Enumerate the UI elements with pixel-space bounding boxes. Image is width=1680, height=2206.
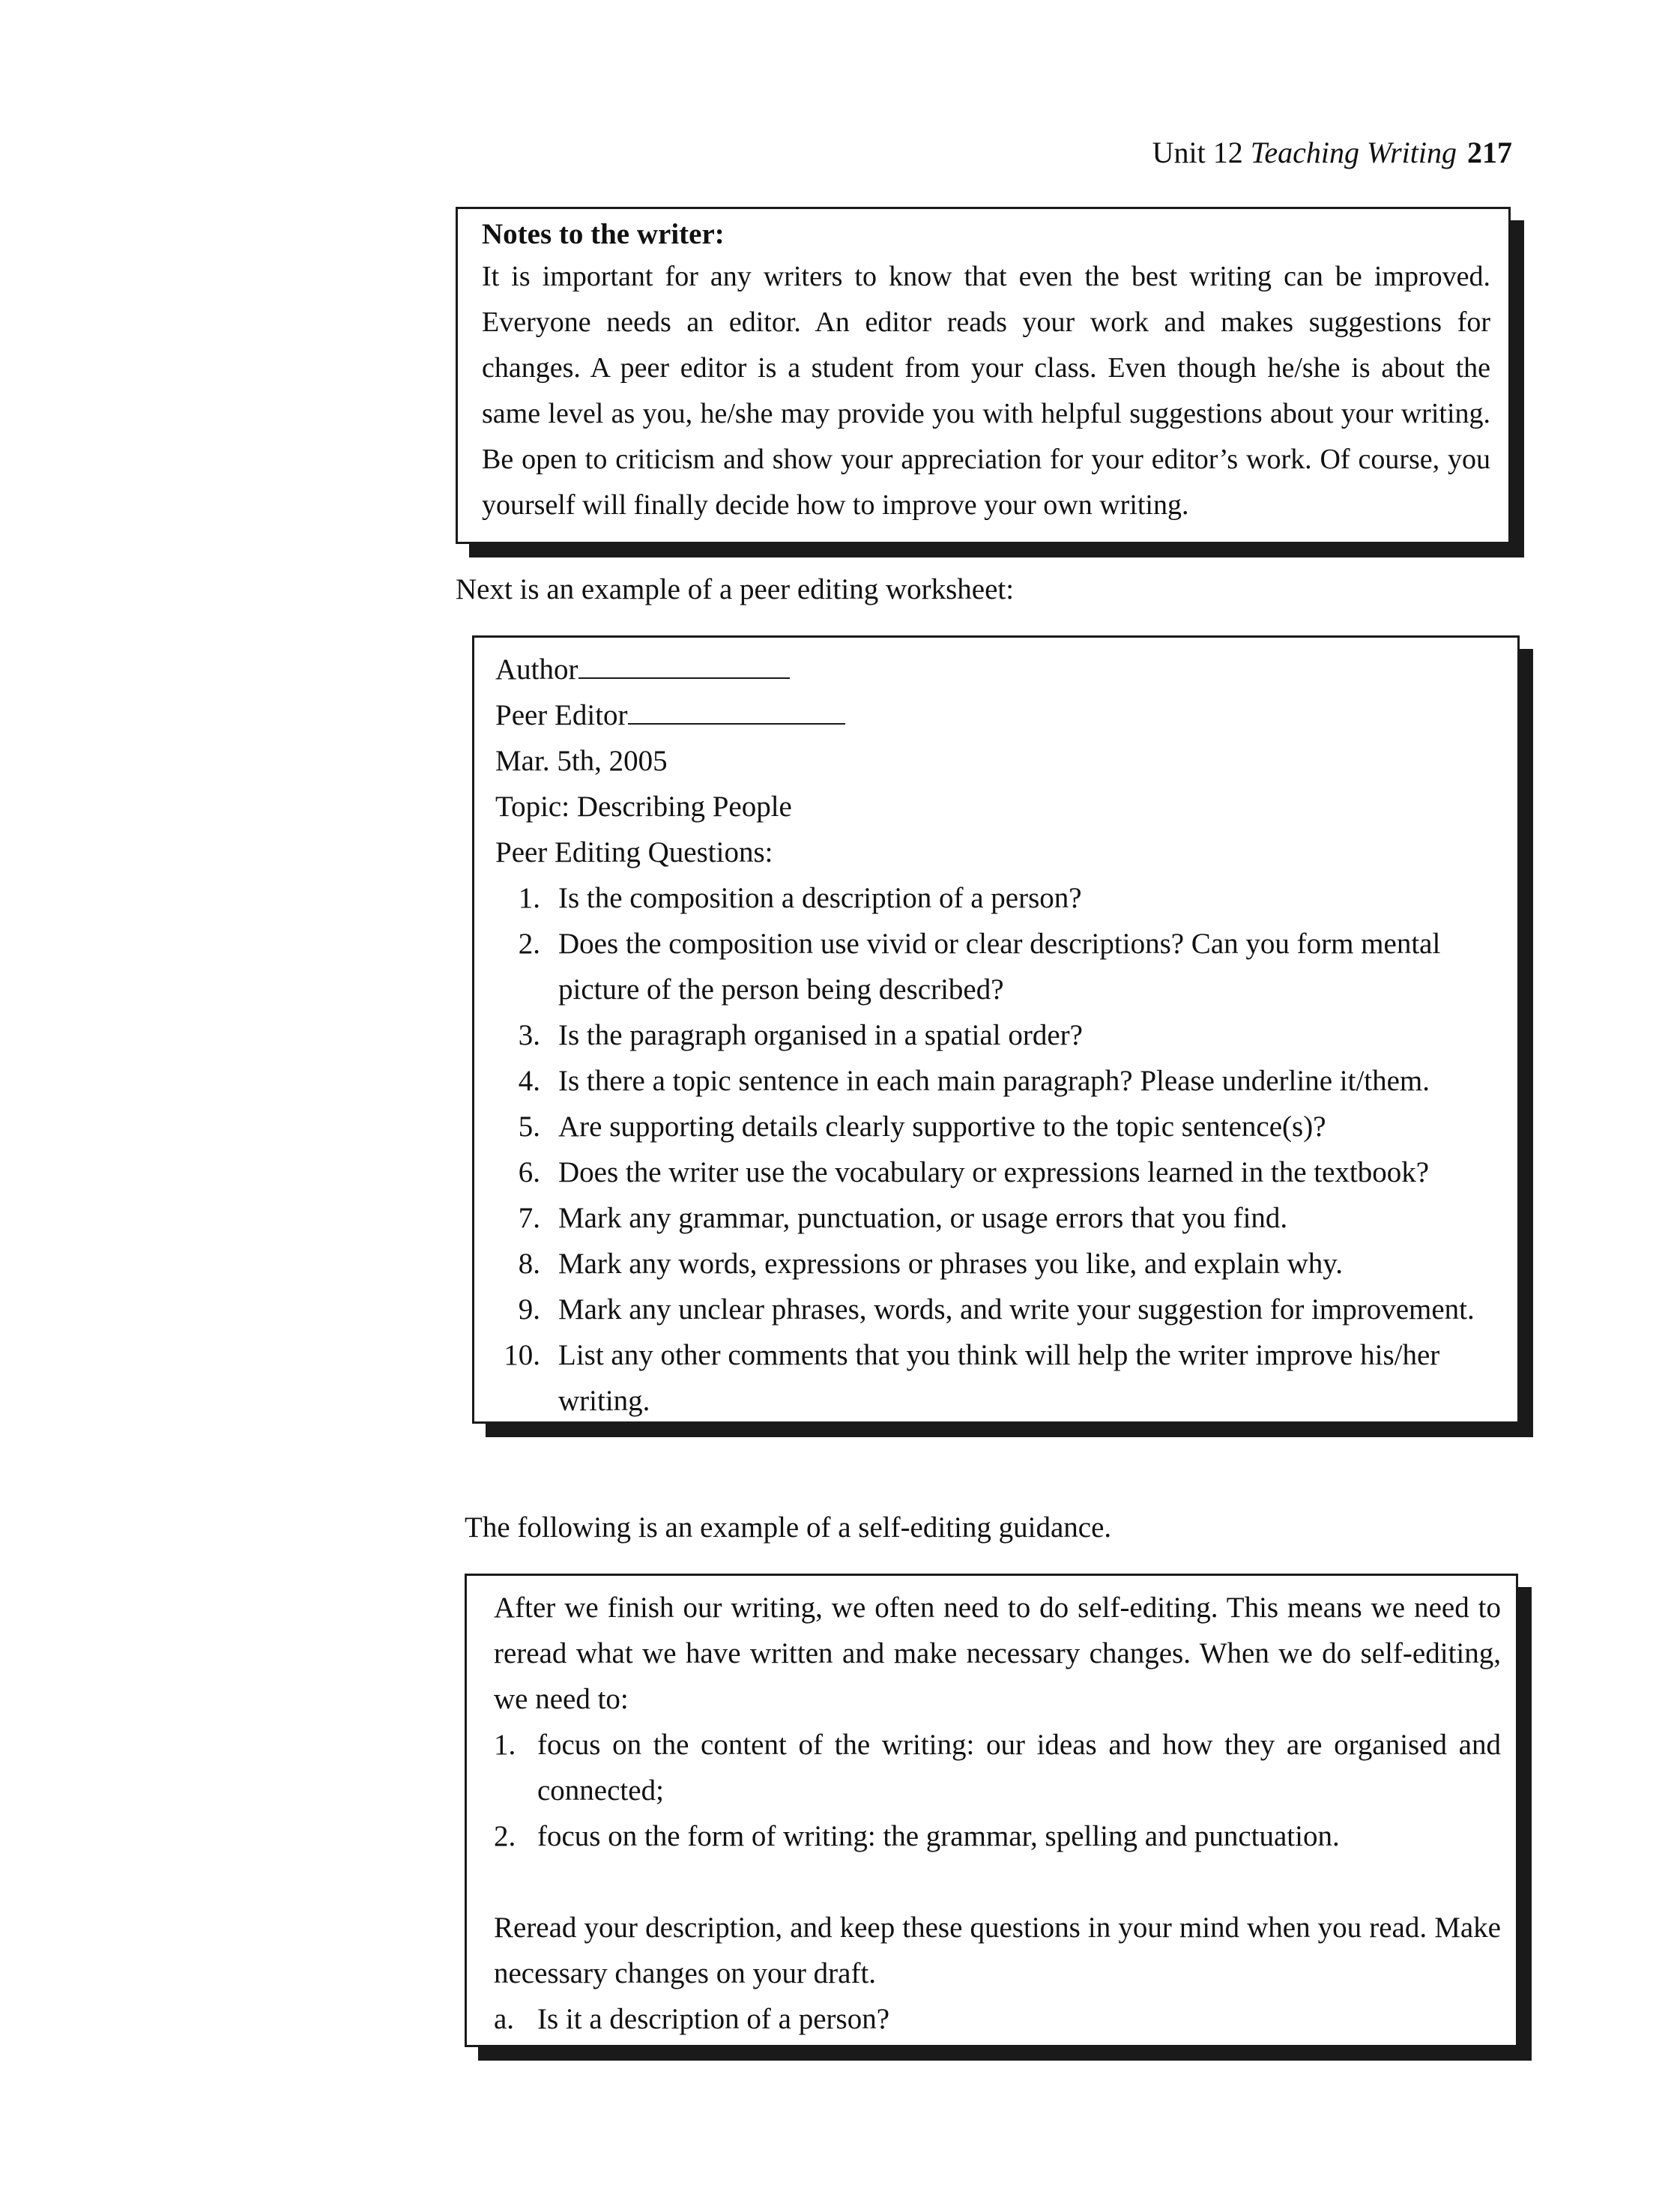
list-item	[494, 1722, 1501, 1813]
question-text: List any other comments that you think will help the writer improve his/her writing.	[558, 1339, 1440, 1417]
notes-heading: Notes to the writer:	[482, 218, 725, 250]
self-editing-points-list	[494, 1722, 1501, 1859]
questions-heading: Peer Editing Questions:	[495, 836, 773, 868]
list-item	[485, 1241, 1502, 1287]
reread-paragraph: Reread your description, and keep these questions in your mind when you read. Make necessary changes on your draft.	[494, 1912, 1501, 1989]
chapter-title: Teaching Writing	[1250, 136, 1457, 169]
self-editing-intro: The following is an example of a self-editing guidance.	[465, 1511, 1112, 1544]
notes-to-writer-box	[456, 207, 1511, 544]
question-text: Is the paragraph organised in a spatial order?	[558, 1019, 1083, 1051]
point-number: 2.	[494, 1820, 516, 1852]
list-item	[485, 1104, 1502, 1149]
list-item	[485, 921, 1502, 1012]
list-item	[485, 1332, 1502, 1424]
list-item	[485, 1012, 1502, 1058]
question-number: 10.	[504, 1339, 540, 1371]
point-text: focus on the form of writing: the grammar, spelling and punctuation.	[537, 1820, 1340, 1852]
question-number: 1.	[518, 882, 540, 914]
question-number: 5.	[518, 1110, 540, 1143]
author-blank	[578, 652, 790, 679]
question-number: 3.	[518, 1019, 540, 1051]
peer-questions-list	[485, 875, 1502, 1424]
paragraph-spacer	[494, 1859, 1501, 1905]
list-item	[485, 1149, 1502, 1195]
point-number: 1.	[494, 1729, 516, 1761]
unit-label: Unit 12	[1152, 136, 1243, 169]
self-editing-guidance-box	[465, 1574, 1518, 2047]
list-item	[485, 1287, 1502, 1332]
question-number: 4.	[518, 1065, 540, 1097]
notes-body: It is important for any writers to know that even the best writing can be improved. Everyone needs an editor. An editor reads your work and makes suggestions for changes. A peer editor is a student from your class. Even though he/she is about the same level as you, he/she may provide you with helpful suggestions about your writing. Be open to criticism and show your appreciation for your editor’s work. Of course, you yourself will finally decide how to improve your own writing.	[482, 261, 1490, 521]
worksheet-date: Mar. 5th, 2005	[495, 745, 668, 777]
question-number: 8.	[518, 1248, 540, 1280]
point-text: focus on the content of the writing: our ideas and how they are organised and connected;	[537, 1729, 1501, 1807]
page-number: 217	[1467, 136, 1512, 169]
question-text: Is the composition a description of a person?	[558, 882, 1082, 914]
peer-editor-label: Peer Editor	[495, 699, 628, 731]
peer-editor-line	[485, 692, 1502, 738]
peer-worksheet-intro: Next is an example of a peer editing worksheet:	[456, 573, 1015, 605]
list-item	[485, 1195, 1502, 1241]
worksheet-topic: Topic: Describing People	[495, 791, 792, 823]
self-questions-list	[494, 1996, 1501, 2042]
question-text: Mark any words, expressions or phrases you like, and explain why.	[558, 1248, 1344, 1280]
question-text: Is it a description of a person?	[537, 2003, 890, 2035]
list-item	[485, 875, 1502, 921]
author-label: Author	[495, 653, 578, 686]
question-text: Are supporting details clearly supportive to the topic sentence(s)?	[558, 1110, 1326, 1143]
running-head	[1152, 135, 1512, 171]
question-text: Does the composition use vivid or clear descriptions? Can you form mental picture of the person being described?	[558, 928, 1441, 1006]
question-text: Mark any grammar, punctuation, or usage errors that you find.	[558, 1202, 1288, 1234]
self-editing-intro-paragraph: After we finish our writing, we often need to do self-editing. This means we need to reread what we have written and make necessary changes. When we do self-editing, we need to:	[494, 1592, 1501, 1715]
question-number: 7.	[518, 1202, 540, 1234]
question-letter: a.	[494, 2003, 515, 2035]
question-text: Mark any unclear phrases, words, and write your suggestion for improvement.	[558, 1293, 1475, 1326]
peer-editing-worksheet-box	[472, 635, 1520, 1424]
question-text: Does the writer use the vocabulary or expressions learned in the textbook?	[558, 1156, 1430, 1188]
author-line	[485, 647, 1502, 692]
list-item	[494, 1996, 1501, 2042]
question-number: 6.	[518, 1156, 540, 1188]
question-text: Is there a topic sentence in each main paragraph? Please underline it/them.	[558, 1065, 1430, 1097]
question-number: 2.	[518, 928, 540, 960]
list-item	[494, 1813, 1501, 1859]
question-number: 9.	[518, 1293, 540, 1326]
peer-editor-blank	[628, 698, 845, 725]
list-item	[485, 1058, 1502, 1104]
